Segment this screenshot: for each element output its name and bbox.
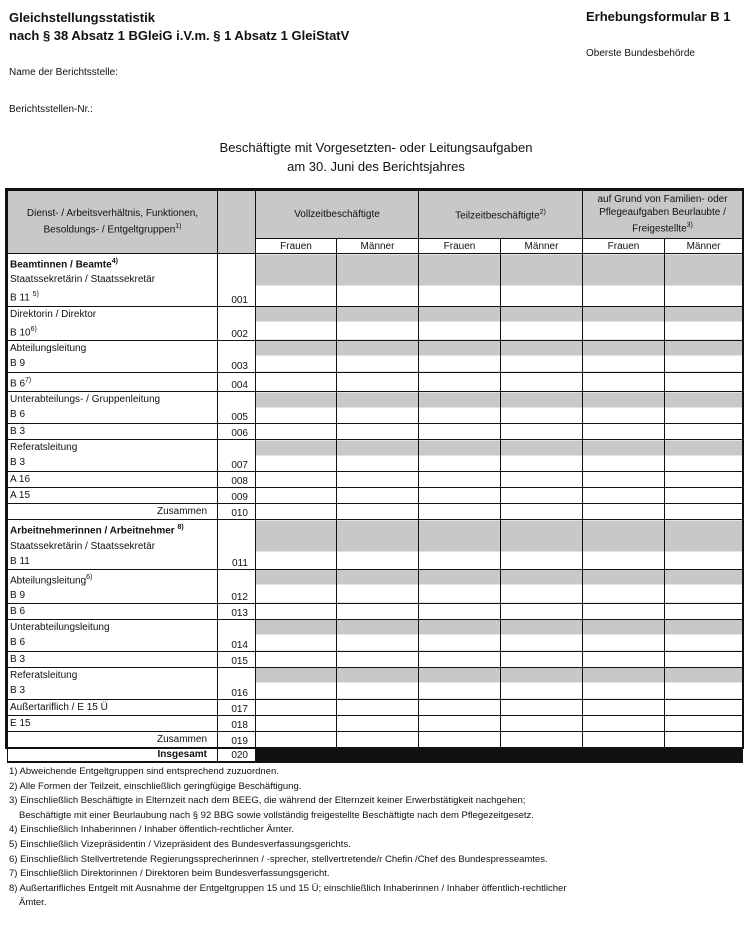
row-code: 009 (218, 488, 256, 504)
document-title-line1: Beschäftigte mit Vorgesetzten- oder Leitungsaufgaben (219, 140, 533, 155)
input-cell[interactable] (256, 306, 337, 340)
footnote: 8) Außertarifliches Entgelt mit Ausnahme der Entgeltgruppen 15 und 15 Ü; einschließlich Inhaberinnen / Inhaber öffentlich-rechtlicher (9, 882, 567, 894)
input-cell[interactable] (256, 472, 337, 488)
input-cell[interactable] (256, 699, 337, 715)
document-title-line2: am 30. Juni des Berichtsjahres (287, 159, 465, 174)
row-code: 015 (218, 651, 256, 667)
survey-title (9, 9, 349, 45)
row-code: 012 (218, 569, 256, 603)
table-row (8, 392, 743, 424)
input-cell[interactable] (665, 715, 743, 731)
row-label: Außertariflich / E 15 Ü (8, 699, 218, 715)
table-row (8, 699, 743, 715)
footnote: 6) Einschließlich Stellvertretende Regierungssprecherinnen / -sprecher, stellvertretende/r Chefin /Chef des Bundespresseamtes. (9, 853, 548, 865)
input-cell[interactable] (665, 472, 743, 488)
table-row (8, 472, 743, 488)
input-cell[interactable] (419, 392, 501, 424)
table-row (8, 569, 743, 603)
table-row (8, 667, 743, 699)
input-cell[interactable] (337, 667, 419, 699)
input-cell[interactable] (665, 603, 743, 619)
input-cell[interactable] (419, 569, 501, 603)
row-code: 010 (218, 504, 256, 520)
row-code: 017 (218, 699, 256, 715)
input-cell[interactable] (583, 488, 665, 504)
input-cell[interactable] (256, 440, 337, 472)
footnote: 4) Einschließlich Inhaberinnen / Inhaber öffentlich-rechtlicher Ämter. (9, 824, 294, 836)
input-cell[interactable] (337, 520, 419, 569)
input-cell[interactable] (665, 340, 743, 372)
total-cell (419, 747, 501, 762)
row-label: Direktorin / Direktor B 10$^{6)}$ (8, 306, 218, 340)
input-cell[interactable] (337, 488, 419, 504)
input-cell[interactable] (419, 306, 501, 340)
input-cell[interactable] (665, 651, 743, 667)
row-code: 008 (218, 472, 256, 488)
input-cell[interactable] (583, 392, 665, 424)
input-cell[interactable] (501, 340, 583, 372)
row-label: A 16 (8, 472, 218, 488)
input-cell[interactable] (419, 699, 501, 715)
input-cell[interactable] (501, 603, 583, 619)
input-cell[interactable] (256, 392, 337, 424)
input-cell[interactable] (337, 372, 419, 391)
row-code: 004 (218, 372, 256, 391)
input-cell[interactable] (501, 651, 583, 667)
input-cell[interactable] (337, 619, 419, 651)
footnote: 3) Einschließlich Beschäftigte in Elternzeit nach dem BEEG, die während der Elternzeit keiner Erwerbstätigkeit nachgehen; (9, 795, 526, 807)
input-cell[interactable] (583, 306, 665, 340)
input-cell[interactable] (419, 488, 501, 504)
footnote: 2) Alle Formen der Teilzeit, einschließlich geringfügige Beschäftigung. (9, 780, 302, 792)
input-cell[interactable] (337, 504, 419, 520)
input-cell[interactable] (501, 424, 583, 440)
input-cell[interactable] (583, 372, 665, 391)
col-header-leave: auf Grund von Familien- oder Pflegeaufgaben Beurlaubte / Freigestellte$^{3)}$ (583, 191, 743, 239)
row-label: Referatsleitung B 3 (8, 440, 218, 472)
row-code: 001 (218, 254, 256, 307)
input-cell[interactable] (501, 667, 583, 699)
input-cell[interactable] (337, 569, 419, 603)
footnote-continuation: Beschäftigte mit einer Beurlaubung nach § 92 BBG sowie vollständig freigestellte Beschäftigte nach dem Pflegezeitgesetz. (19, 809, 534, 821)
row-code: 007 (218, 440, 256, 472)
footnote-separator (9, 762, 91, 763)
input-cell[interactable] (419, 372, 501, 391)
input-cell[interactable] (583, 603, 665, 619)
row-label: B 6 (8, 603, 218, 619)
row-label: Arbeitnehmerinnen / Arbeitnehmer $^{8)}$ Staatssekretärin / Staatssekretär B 11 (8, 520, 218, 569)
input-cell[interactable] (583, 569, 665, 603)
input-cell[interactable] (419, 619, 501, 651)
input-cell[interactable] (583, 520, 665, 569)
row-code: 011 (218, 520, 256, 569)
input-cell[interactable] (256, 667, 337, 699)
input-cell[interactable] (501, 372, 583, 391)
input-cell[interactable] (256, 254, 337, 307)
input-cell[interactable] (337, 472, 419, 488)
input-cell[interactable] (419, 424, 501, 440)
input-cell[interactable] (501, 392, 583, 424)
input-cell[interactable] (665, 699, 743, 715)
footnote: 5) Einschließlich Vizepräsidentin / Vizepräsident des Bundesverfassungsgerichts. (9, 838, 351, 850)
col-header-parttime: Teilzeitbeschäftigte$^{2)}$ (419, 191, 583, 239)
col-header-category: Dienst- / Arbeitsverhältnis, Funktionen, Besoldungs- / Entgeltgruppen$^{1)}$ (8, 191, 218, 254)
table-row (8, 488, 743, 504)
table-row (8, 731, 743, 747)
input-cell[interactable] (583, 424, 665, 440)
input-cell[interactable] (665, 731, 743, 747)
row-label: Abteilungsleitung B 9 (8, 340, 218, 372)
input-cell[interactable] (583, 254, 665, 307)
subheader-men: Männer (665, 239, 743, 254)
input-cell[interactable] (501, 472, 583, 488)
input-cell[interactable] (501, 488, 583, 504)
form-id: Erhebungsformular B 1 (586, 9, 731, 24)
row-code: 006 (218, 424, 256, 440)
table-row (8, 424, 743, 440)
input-cell[interactable] (256, 731, 337, 747)
input-cell[interactable] (583, 715, 665, 731)
row-label: E 15 (8, 715, 218, 731)
row-code: 016 (218, 667, 256, 699)
input-cell[interactable] (256, 340, 337, 372)
input-cell[interactable] (337, 392, 419, 424)
input-cell[interactable] (665, 372, 743, 391)
reporting-office-number-label: Berichtsstellen-Nr.: (9, 104, 93, 115)
input-cell[interactable] (665, 306, 743, 340)
input-cell[interactable] (419, 715, 501, 731)
input-cell[interactable] (583, 619, 665, 651)
input-cell[interactable] (583, 731, 665, 747)
input-cell[interactable] (419, 472, 501, 488)
survey-table (7, 190, 743, 763)
subtotal-label: Zusammen (8, 504, 218, 520)
row-label: Abteilungsleitung$^{6)}$ B 9 (8, 569, 218, 603)
survey-title-line2: nach § 38 Absatz 1 BGleiG i.V.m. § 1 Absatz 1 GleiStatV (9, 28, 350, 43)
input-cell[interactable] (337, 651, 419, 667)
input-cell[interactable] (665, 504, 743, 520)
row-label: Beamtinnen / Beamte$^{4)}$ Staatssekretärin / Staatssekretär B 11 $^{5)}$ (8, 254, 218, 307)
input-cell[interactable] (501, 731, 583, 747)
input-cell[interactable] (665, 667, 743, 699)
total-cell (501, 747, 583, 762)
input-cell[interactable] (665, 424, 743, 440)
input-cell[interactable] (337, 424, 419, 440)
input-cell[interactable] (501, 254, 583, 307)
subheader-women: Frauen (419, 239, 501, 254)
input-cell[interactable] (337, 440, 419, 472)
input-cell[interactable] (419, 651, 501, 667)
input-cell[interactable] (419, 520, 501, 569)
input-cell[interactable] (256, 424, 337, 440)
authority-label: Oberste Bundesbehörde (586, 48, 695, 59)
input-cell[interactable] (419, 440, 501, 472)
input-cell[interactable] (337, 603, 419, 619)
footnote-continuation: Ämter. (19, 897, 47, 909)
input-cell[interactable] (337, 306, 419, 340)
subheader-women: Frauen (583, 239, 665, 254)
subtotal-label: Zusammen (8, 731, 218, 747)
table-row (8, 340, 743, 372)
table-row (8, 440, 743, 472)
row-code: 003 (218, 340, 256, 372)
subheader-men: Männer (501, 239, 583, 254)
row-code: 002 (218, 306, 256, 340)
col-header-code (218, 191, 256, 254)
total-cell (256, 747, 337, 762)
row-label: B 3 (8, 651, 218, 667)
table-row (8, 254, 743, 307)
input-cell[interactable] (583, 472, 665, 488)
table-row (8, 306, 743, 340)
row-label: Referatsleitung B 3 (8, 667, 218, 699)
input-cell[interactable] (583, 667, 665, 699)
row-label: A 15 (8, 488, 218, 504)
table-row (8, 520, 743, 569)
input-cell[interactable] (501, 569, 583, 603)
row-code: 019 (218, 731, 256, 747)
input-cell[interactable] (419, 254, 501, 307)
input-cell[interactable] (256, 520, 337, 569)
footnote: 1) Abweichende Entgeltgruppen sind entsprechend zuzuordnen. (9, 766, 279, 777)
input-cell[interactable] (501, 699, 583, 715)
input-cell[interactable] (256, 619, 337, 651)
total-cell (665, 747, 743, 762)
reporting-office-name-label: Name der Berichtsstelle: (9, 67, 118, 78)
table-row (8, 651, 743, 667)
input-cell[interactable] (501, 504, 583, 520)
survey-title-line1: Gleichstellungsstatistik (9, 10, 155, 25)
input-cell[interactable] (665, 440, 743, 472)
input-cell[interactable] (256, 603, 337, 619)
input-cell[interactable] (337, 715, 419, 731)
subheader-women: Frauen (256, 239, 337, 254)
table-row (8, 372, 743, 391)
subheader-men: Männer (337, 239, 419, 254)
input-cell[interactable] (501, 715, 583, 731)
input-cell[interactable] (665, 254, 743, 307)
input-cell[interactable] (501, 440, 583, 472)
footnotes (9, 765, 749, 911)
row-code: 013 (218, 603, 256, 619)
total-cell (583, 747, 665, 762)
col-header-fulltime: Vollzeitbeschäftigte (256, 191, 419, 239)
table-row (8, 504, 743, 520)
table-row (8, 747, 743, 762)
input-cell[interactable] (419, 340, 501, 372)
input-cell[interactable] (501, 520, 583, 569)
total-cell (337, 747, 419, 762)
footnote: 7) Einschließlich Direktorinnen / Direktoren beim Bundesverfassungsgericht. (9, 868, 330, 880)
row-label: Unterabteilungs- / Gruppenleitung B 6 (8, 392, 218, 424)
row-code: 014 (218, 619, 256, 651)
input-cell[interactable] (583, 504, 665, 520)
input-cell[interactable] (419, 667, 501, 699)
row-label: B 6$^{7)}$ (8, 372, 218, 391)
row-label: B 3 (8, 424, 218, 440)
input-cell[interactable] (337, 340, 419, 372)
input-cell[interactable] (337, 731, 419, 747)
input-cell[interactable] (337, 699, 419, 715)
input-cell[interactable] (419, 504, 501, 520)
input-cell[interactable] (419, 603, 501, 619)
row-code: 020 (218, 747, 256, 762)
table-row (8, 603, 743, 619)
input-cell[interactable] (583, 699, 665, 715)
input-cell[interactable] (583, 651, 665, 667)
input-cell[interactable] (337, 254, 419, 307)
input-cell[interactable] (419, 731, 501, 747)
document-title (0, 138, 752, 176)
input-cell[interactable] (665, 569, 743, 603)
row-label: Unterabteilungsleitung B 6 (8, 619, 218, 651)
input-cell[interactable] (665, 488, 743, 504)
input-cell[interactable] (583, 440, 665, 472)
grand-total-label: Insgesamt (8, 747, 218, 762)
input-cell[interactable] (256, 372, 337, 391)
input-cell[interactable] (665, 520, 743, 569)
input-cell[interactable] (256, 569, 337, 603)
table-row (8, 715, 743, 731)
input-cell[interactable] (501, 619, 583, 651)
input-cell[interactable] (583, 340, 665, 372)
input-cell[interactable] (256, 488, 337, 504)
section-heading: Beamtinnen / Beamte$^{4)}$ (10, 258, 118, 271)
input-cell[interactable] (256, 715, 337, 731)
input-cell[interactable] (665, 619, 743, 651)
input-cell[interactable] (665, 392, 743, 424)
row-code: 018 (218, 715, 256, 731)
section-heading: Arbeitnehmerinnen / Arbeitnehmer $^{8)}$ (10, 524, 184, 537)
row-code: 005 (218, 392, 256, 424)
input-cell[interactable] (256, 651, 337, 667)
input-cell[interactable] (501, 306, 583, 340)
table-row (8, 619, 743, 651)
input-cell[interactable] (256, 504, 337, 520)
